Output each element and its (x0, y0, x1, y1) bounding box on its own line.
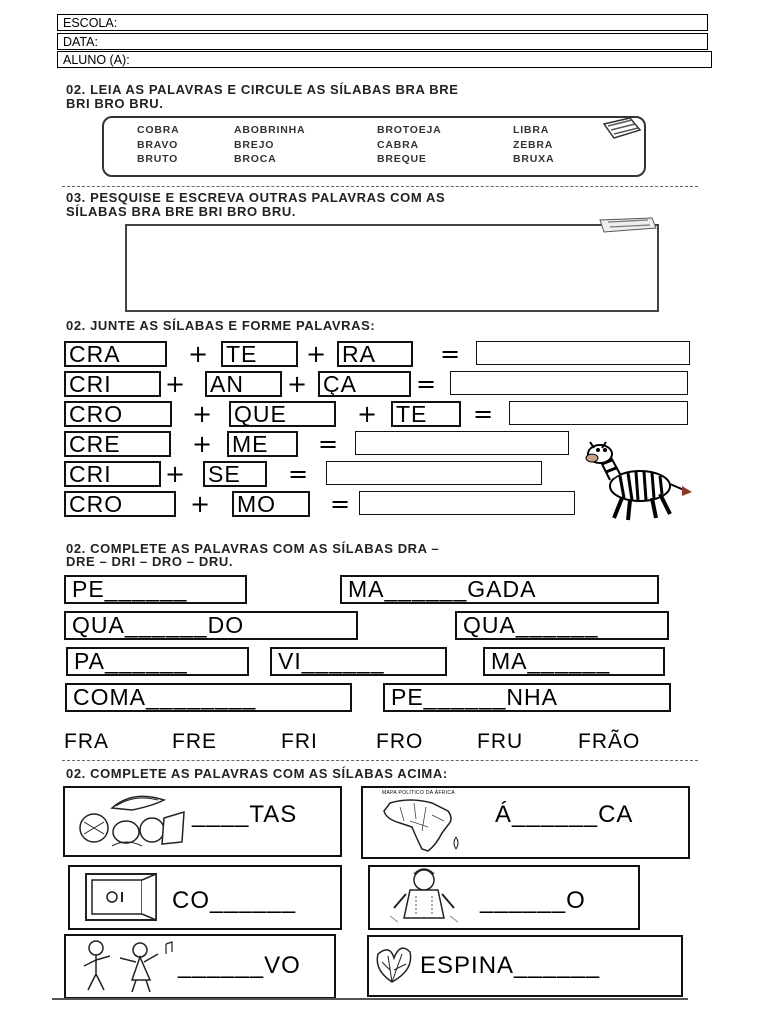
ex4-title-line2: DRE – DRI – DRO – DRU. (66, 554, 234, 569)
answer-box[interactable] (326, 461, 542, 485)
syllable-label: FRI (281, 730, 318, 753)
answer-box[interactable] (359, 491, 575, 515)
equals-sign: = (330, 490, 351, 518)
complete-word-box[interactable]: MA______ (483, 647, 665, 676)
syllable-box: MO (232, 491, 310, 517)
syllable-box: CRI (64, 371, 161, 397)
word-item[interactable]: ABOBRINHA (234, 124, 306, 136)
word-item[interactable]: BRUXA (513, 153, 555, 165)
syllable-label: FRÃO (578, 730, 641, 753)
coat-word: ______O (480, 887, 586, 914)
school-field[interactable]: ESCOLA: (57, 14, 708, 31)
student-field[interactable]: ALUNO (A): (57, 51, 712, 68)
plus-sign: + (192, 400, 213, 428)
syllable-box: CRA (64, 341, 167, 367)
plus-sign: + (165, 460, 186, 488)
equals-sign: = (288, 460, 309, 488)
answer-box[interactable] (450, 371, 688, 395)
equals-sign: = (416, 370, 437, 398)
date-field[interactable]: DATA: (57, 33, 708, 50)
plus-sign: + (287, 370, 308, 398)
map-caption: MAPA POLÍTICO DA ÁFRICA (382, 790, 455, 796)
syllable-box: CRO (64, 491, 176, 517)
syllable-box: RA (337, 341, 413, 367)
africa-map-icon (370, 797, 480, 853)
word-item[interactable]: BROTOEJA (377, 124, 442, 136)
ex1-title-line1: 02. LEIA AS PALAVRAS E CIRCULE AS SÍLABAS BRA BRE (66, 82, 459, 97)
complete-word-box[interactable]: PA______ (66, 647, 249, 676)
complete-word-box[interactable]: MA______GADA (340, 575, 659, 604)
ex3-title: 02. JUNTE AS SÍLABAS E FORME PALAVRAS: (66, 318, 376, 333)
spinach-word: ESPINA______ (420, 952, 601, 979)
answer-box[interactable] (509, 401, 688, 425)
syllable-box: CRI (64, 461, 161, 487)
divider (62, 186, 698, 187)
word-item[interactable]: CABRA (377, 139, 419, 151)
ex2-title-line1: 03. PESQUISE E ESCREVA OUTRAS PALAVRAS COM AS (66, 190, 446, 205)
word-item[interactable]: BRUTO (137, 153, 179, 165)
safe-icon (82, 868, 164, 924)
research-answer-box[interactable] (125, 224, 659, 312)
complete-word-box[interactable]: PE______NHA (383, 683, 671, 712)
ex2-title-line2: SÍLABAS BRA BRE BRI BRO BRU. (66, 204, 297, 219)
equals-sign: = (473, 400, 494, 428)
syllable-label: FRE (172, 730, 217, 753)
tape-icon (598, 216, 658, 234)
answer-box[interactable] (355, 431, 569, 455)
word-list-box (102, 116, 646, 177)
syllable-box: AN (205, 371, 282, 397)
ex5-title: 02. COMPLETE AS PALAVRAS COM AS SÍLABAS ACIMA: (66, 766, 448, 781)
bottom-line (52, 998, 688, 1000)
spinach-icon (370, 940, 416, 986)
word-item[interactable]: BREJO (234, 139, 275, 151)
child-coat-icon (386, 866, 462, 926)
complete-word-box[interactable]: COMA________ (65, 683, 352, 712)
syllable-box: SE (203, 461, 267, 487)
africa-word: Á______CA (495, 801, 634, 828)
answer-box[interactable] (476, 341, 690, 365)
word-item[interactable]: COBRA (137, 124, 180, 136)
syllable-label: FRO (376, 730, 424, 753)
syllable-label: FRU (477, 730, 524, 753)
syllable-box: ME (227, 431, 298, 457)
syllable-box: QUE (229, 401, 336, 427)
syllable-label: FRA (64, 730, 109, 753)
fruits-word: ____TAS (192, 801, 298, 828)
plus-sign: + (357, 400, 378, 428)
plus-sign: + (165, 370, 186, 398)
plus-sign: + (306, 340, 327, 368)
syllable-box: CRO (64, 401, 172, 427)
complete-word-box[interactable]: QUA______DO (64, 611, 358, 640)
word-item[interactable]: BRAVO (137, 139, 179, 151)
syllable-box: CRE (64, 431, 171, 457)
word-item[interactable]: LIBRA (513, 124, 550, 136)
syllable-box: TE (391, 401, 461, 427)
word-item[interactable]: ZEBRA (513, 139, 554, 151)
complete-word-box[interactable]: VI______ (270, 647, 447, 676)
word-item[interactable]: BROCA (234, 153, 277, 165)
divider (62, 760, 698, 761)
complete-word-box[interactable]: QUA______ (455, 611, 669, 640)
syllable-box: TE (221, 341, 298, 367)
dance-word: ______VO (178, 952, 301, 979)
safe-word: CO______ (172, 887, 297, 914)
word-item[interactable]: BREQUE (377, 153, 427, 165)
ex1-title-line2: BRI BRO BRU. (66, 96, 164, 111)
plus-sign: + (190, 490, 211, 518)
ribbon-icon (600, 116, 644, 148)
plus-sign: + (192, 430, 213, 458)
complete-word-box[interactable]: PE______ (64, 575, 247, 604)
dancers-icon (70, 936, 180, 994)
plus-sign: + (188, 340, 209, 368)
ex4-title-line1: 02. COMPLETE AS PALAVRAS COM AS SÍLABAS DRA – (66, 541, 440, 556)
equals-sign: = (318, 430, 339, 458)
syllable-box: ÇA (318, 371, 411, 397)
zebra-icon (572, 436, 696, 522)
equals-sign: = (440, 340, 461, 368)
fruits-icon (72, 788, 192, 850)
